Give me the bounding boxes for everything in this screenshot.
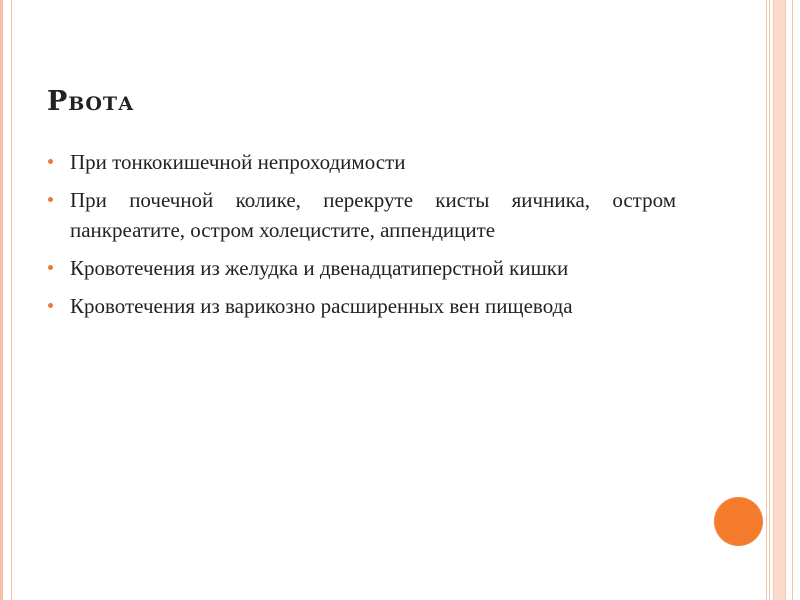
bullet-item xyxy=(44,147,676,177)
bullet-dot-icon xyxy=(48,265,53,270)
bullet-text: Кровотечения из варикозно расширенных вен пищевода xyxy=(70,294,573,318)
bullet-text: При почечной колике, перекруте кисты яичника, остром панкреатите, остром холецистите, аппендиците xyxy=(70,188,676,242)
decorative-band xyxy=(773,0,786,600)
decorative-circle-icon xyxy=(714,497,763,546)
bullet-dot-icon xyxy=(48,303,53,308)
decorative-right-strip xyxy=(769,0,800,600)
bullet-text: При тонкокишечной непроходимости xyxy=(70,150,406,174)
bullet-item xyxy=(44,253,676,283)
bullet-text: Кровотечения из желудка и двенадцатиперстной кишки xyxy=(70,256,569,280)
bullet-list xyxy=(44,147,676,329)
decorative-line xyxy=(792,0,793,600)
bullet-item xyxy=(44,291,676,321)
bullet-item xyxy=(44,185,676,245)
bullet-dot-icon xyxy=(48,159,53,164)
bullet-dot-icon xyxy=(48,197,53,202)
slide-title: Рвота xyxy=(47,86,135,117)
